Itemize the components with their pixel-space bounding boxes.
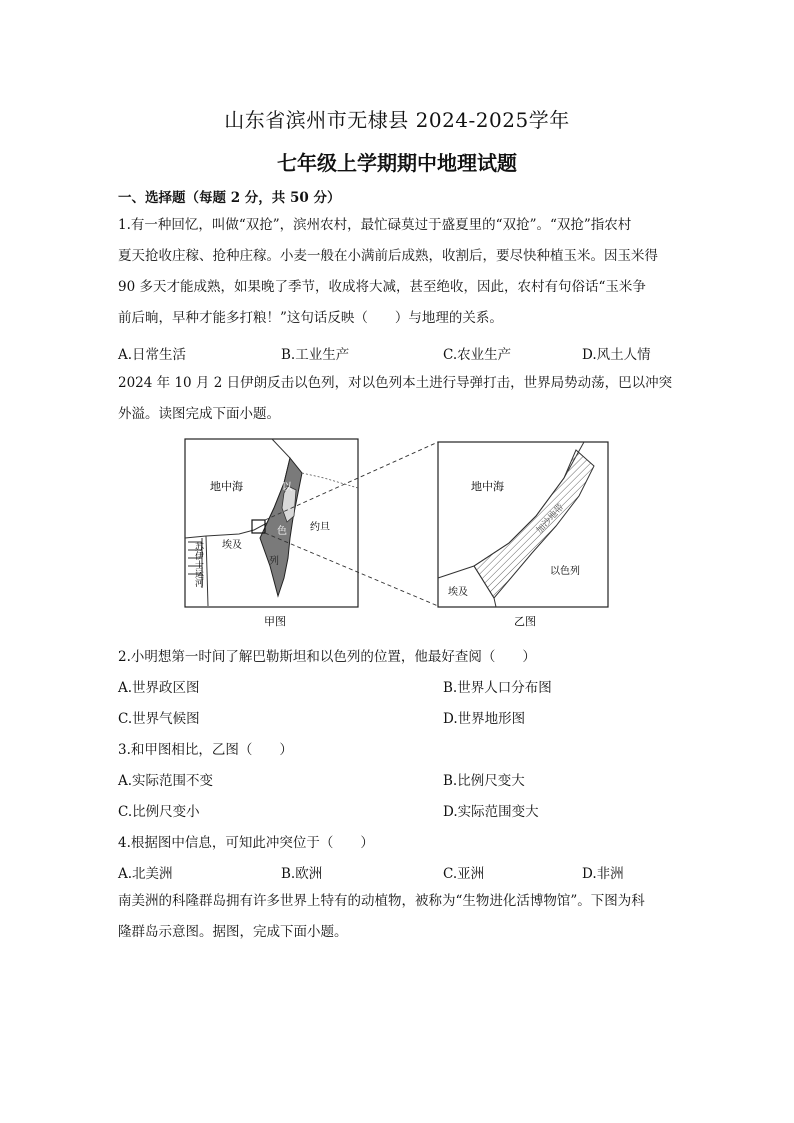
map-jia-jordan-label: 约旦 <box>310 522 330 533</box>
map-jia-caption: 甲图 <box>264 615 286 628</box>
question-1-line: 1.有一种回忆，叫做“双抢”，滨州农村，最忙碌莫过于盛夏里的“双抢”。“双抢”指农村 <box>118 217 632 233</box>
map-jia-canal-label: 苏伊士运河 <box>193 542 203 587</box>
question-1-option-b: B.工业生产 <box>281 347 350 363</box>
map-jia-israel-label-1: 以 <box>282 482 292 493</box>
exam-title-line1: 山东省滨州市无棣县 2024-2025学年 <box>224 108 570 132</box>
question-2-option-c: C.世界气候图 <box>118 711 200 727</box>
material-intro-line: 2024 年 10 月 2 日伊朗反击以色列，对以色列本土进行导弹打击，世界局势动荡，巴以冲突 <box>118 375 673 391</box>
question-3-option-d: D.实际范围变大 <box>443 804 539 820</box>
map-yi-sea-label: 地中海 <box>471 480 504 493</box>
exam-title-line2: 七年级上学期期中地理试题 <box>277 151 517 175</box>
map-yi-israel-label: 以色列 <box>550 566 580 577</box>
question-4-option-d: D.非洲 <box>582 866 624 882</box>
question-4-option-b: B.欧洲 <box>281 866 323 882</box>
question-4-option-c: C.亚洲 <box>443 866 485 882</box>
map-jia-israel-label-2: 色 <box>277 526 287 537</box>
question-1-option-d: D.风土人情 <box>582 347 651 363</box>
material-intro-5 <box>118 886 676 948</box>
question-1-stem <box>118 210 676 334</box>
material-intro-2 <box>118 368 676 430</box>
question-3-option-b: B.比例尺变大 <box>443 773 525 789</box>
question-2-option-d: D.世界地形图 <box>443 711 526 727</box>
question-3-option-c: C.比例尺变小 <box>118 804 200 820</box>
material-intro-line: 外溢。读图完成下面小题。 <box>118 406 280 422</box>
map-figures <box>184 438 624 637</box>
map-yi-egypt-label: 埃及 <box>448 587 468 598</box>
section-heading: 一、选择题（每题 2 分，共 50 分） <box>118 190 341 206</box>
question-1-line: 夏天抢收庄稼、抢种庄稼。小麦一般在小满前后成熟，收割后，要尽快种植玉米。因玉米得 <box>118 248 658 264</box>
question-1-option-c: C.农业生产 <box>443 347 512 363</box>
map-jia-sea-label: 地中海 <box>210 480 243 493</box>
map-yi-gaza-label: 加沙地带 <box>534 502 567 537</box>
question-3-stem: 3.和甲图相比，乙图（ ） <box>118 742 293 758</box>
question-4-stem: 4.根据图中信息，可知此冲突位于（ ） <box>118 835 374 851</box>
map-jia-egypt-label: 埃及 <box>222 540 242 551</box>
question-1-line: 前后晌，早种才能多打粮！”这句话反映（ ）与地理的关系。 <box>118 310 503 326</box>
question-4-option-a: A.北美洲 <box>118 866 173 882</box>
question-1-option-a: A.日常生活 <box>118 347 187 363</box>
question-1-line: 90 多天才能成熟，如果晚了季节，收成将大减，甚至绝收，因此，农村有句俗话“玉米争 <box>118 279 646 295</box>
question-3-option-a: A.实际范围不变 <box>118 773 214 789</box>
question-2-option-b: B.世界人口分布图 <box>443 680 552 696</box>
question-2-stem: 2.小明想第一时间了解巴勒斯坦和以色列的位置，他最好查阅（ ） <box>118 649 536 665</box>
material-intro-line: 南美洲的科隆群岛拥有许多世界上特有的动植物，被称为“生物进化活博物馆”。下图为科 <box>118 893 645 909</box>
map-yi-caption: 乙图 <box>514 615 536 628</box>
question-2-option-a: A.世界政区图 <box>118 680 200 696</box>
map-jia-israel-label-3: 列 <box>269 556 279 567</box>
material-intro-line: 隆群岛示意图。据图，完成下面小题。 <box>118 924 348 940</box>
map-figures-svg <box>184 438 624 633</box>
